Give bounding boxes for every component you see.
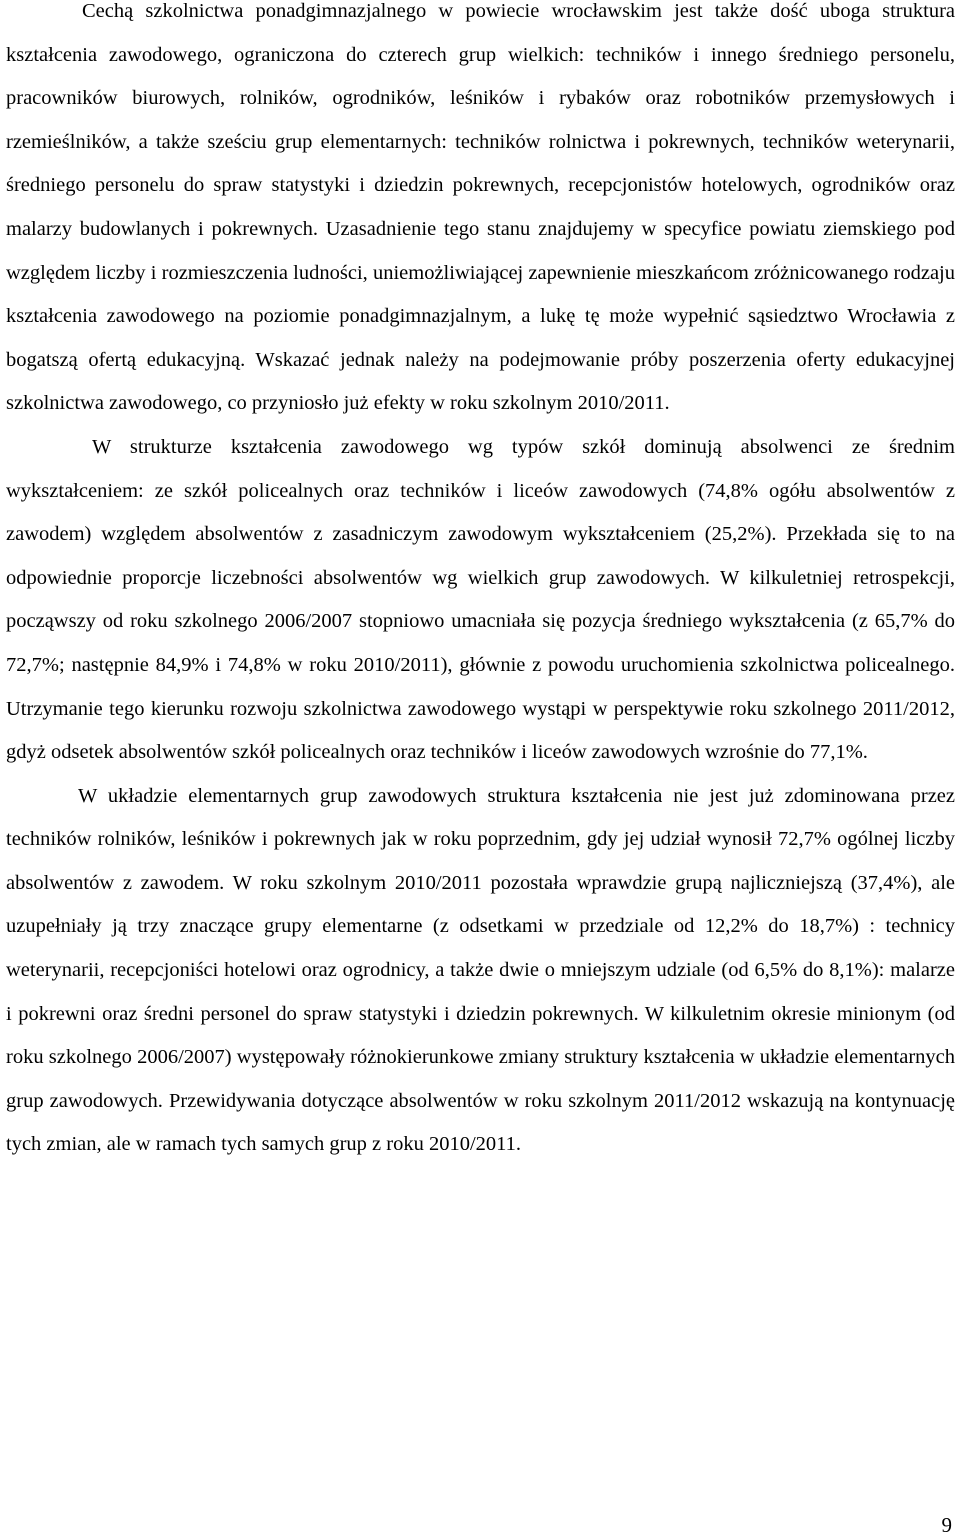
paragraph-school-type-structure: W strukturze kształcenia zawodowego wg typów szkół dominują absolwenci ze średnim wykształceniem: ze szkół policealnych oraz techników i liceów zawodowych (74,8% ogółu absolwentów z zawodem) względem absolwentów z zasadniczym zawodowym wykształceniem (25,2%). Przekłada się to na odpowiednie proporcje liczebności absolwentów wg wielkich grup zawodowych. W kilkuletniej retrospekcji, począwszy od roku szkolnego 2006/2007 stopniowo umacniała się pozycja średniego wykształcenia (z 65,7% do 72,7%; następnie 84,9% i 74,8% w roku 2010/2011), głównie z powodu uruchomienia szkolnictwa policealnego. Utrzymanie tego kierunku rozwoju szkolnictwa zawodowego wystąpi w perspektywie roku szkolnego 2011/2012, gdyż odsetek absolwentów szkół policealnych oraz techników i liceów zawodowych wzrośnie do 77,1%.: [6, 435, 955, 764]
document-page: [6, 0, 955, 1167]
page-number: 9: [941, 1513, 952, 1537]
paragraph-elementary-groups: W układzie elementarnych grup zawodowych struktura kształcenia nie jest już zdominowana przez techników rolników, leśników i pokrewnych jak w roku poprzednim, gdy jej udział wynosił 72,7% ogólnej liczby absolwentów z zawodem. W roku szkolnym 2010/2011 pozostała wprawdzie grupą najliczniejszą (37,4%), ale uzupełniały ją trzy znaczące grupy elementarne (z odsetkami w przedziale od 12,2% do 18,7%) : technicy weterynarii, recepcjoniści hotelowi oraz ogrodnicy, a także dwie o mniejszym udziale (od 6,5% do 8,1%): malarze i pokrewni oraz średni personel do spraw statystyki i dziedzin pokrewnych. W kilkuletnim okresie minionym (od roku szkolnego 2006/2007) występowały różnokierunkowe zmiany struktury kształcenia w układzie elementarnych grup zawodowych. Przewidywania dotyczące absolwentów w roku szkolnym 2011/2012 wskazują na kontynuację tych zmian, ale w ramach tych samych grup z roku 2010/2011.: [6, 784, 955, 1156]
paragraph-vocational-structure: Cechą szkolnictwa ponadgimnazjalnego w powiecie wrocławskim jest także dość uboga struktura kształcenia zawodowego, ograniczona do czterech grup wielkich: techników i innego średniego personelu, pracowników biurowych, rolników, ogrodników, leśników i rybaków oraz robotników przemysłowych i rzemieślników, a także sześciu grup elementarnych: techników rolnictwa i pokrewnych, techników weterynarii, średniego personelu do spraw statystyki i dziedzin pokrewnych, recepcjonistów hotelowych, ogrodników oraz malarzy budowlanych i pokrewnych. Uzasadnienie tego stanu znajdujemy w specyfice powiatu ziemskiego pod względem liczby i rozmieszczenia ludności, uniemożliwiającej zapewnienie mieszkańcom zróżnicowanego rodzaju kształcenia zawodowego na poziomie ponadgimnazjalnym, a lukę tę może wypełnić sąsiedztwo Wrocławia z bogatszą ofertą edukacyjną. Wskazać jednak należy na podejmowanie próby poszerzenia oferty edukacyjnej szkolnictwa zawodowego, co przyniosło już efekty w roku szkolnym 2010/2011.: [6, 0, 955, 415]
